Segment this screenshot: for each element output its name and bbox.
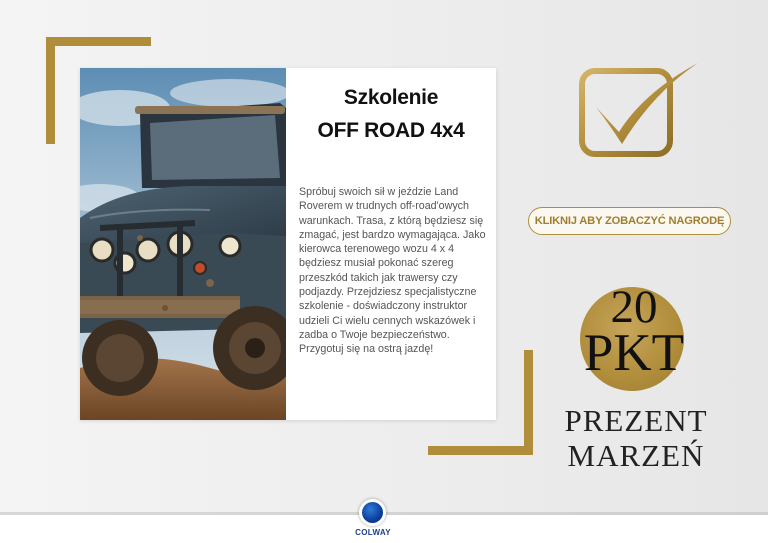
colway-logo-text: COLWAY [355, 528, 391, 537]
show-reward-button[interactable]: KLIKNIJ ABY ZOBACZYĆ NAGRODĘ [528, 207, 731, 235]
offer-description: Spróbuj swoich sił w jeździe Land Roverem w trudnych off-road'owych warunkach. Trasa, z którą będziesz się zmagać, jest bardzo wymagająca. Jako kierowca terenowego wozu 4 x 4 będziesz musiał pokonać szereg przeszkód takich jak trawersy czy podjazdy. Przejdziesz specjalistyczne szkolenie - doświadczony instruktor udzieli Ci wielu cennych wskazówek i zadba o Twoje bezpieczeństwo. Przygotuj się na ostrą jazdę! [299, 186, 486, 356]
off-road-vehicle-photo [80, 68, 286, 420]
offer-title-line1: Szkolenie [343, 86, 439, 109]
brand-line1: PREZENT [564, 403, 708, 438]
points-unit: PKT [583, 324, 685, 382]
offer-card [80, 68, 496, 420]
offer-info [286, 68, 496, 420]
gold-checkmark-icon [574, 62, 704, 167]
points-value: 20 [610, 281, 658, 333]
colway-logo-icon[interactable] [359, 499, 386, 526]
colway-logo-inner [362, 502, 383, 523]
offer-title-line2: OFF ROAD 4x4 [317, 119, 465, 142]
brand-line2: MARZEŃ [567, 438, 705, 473]
